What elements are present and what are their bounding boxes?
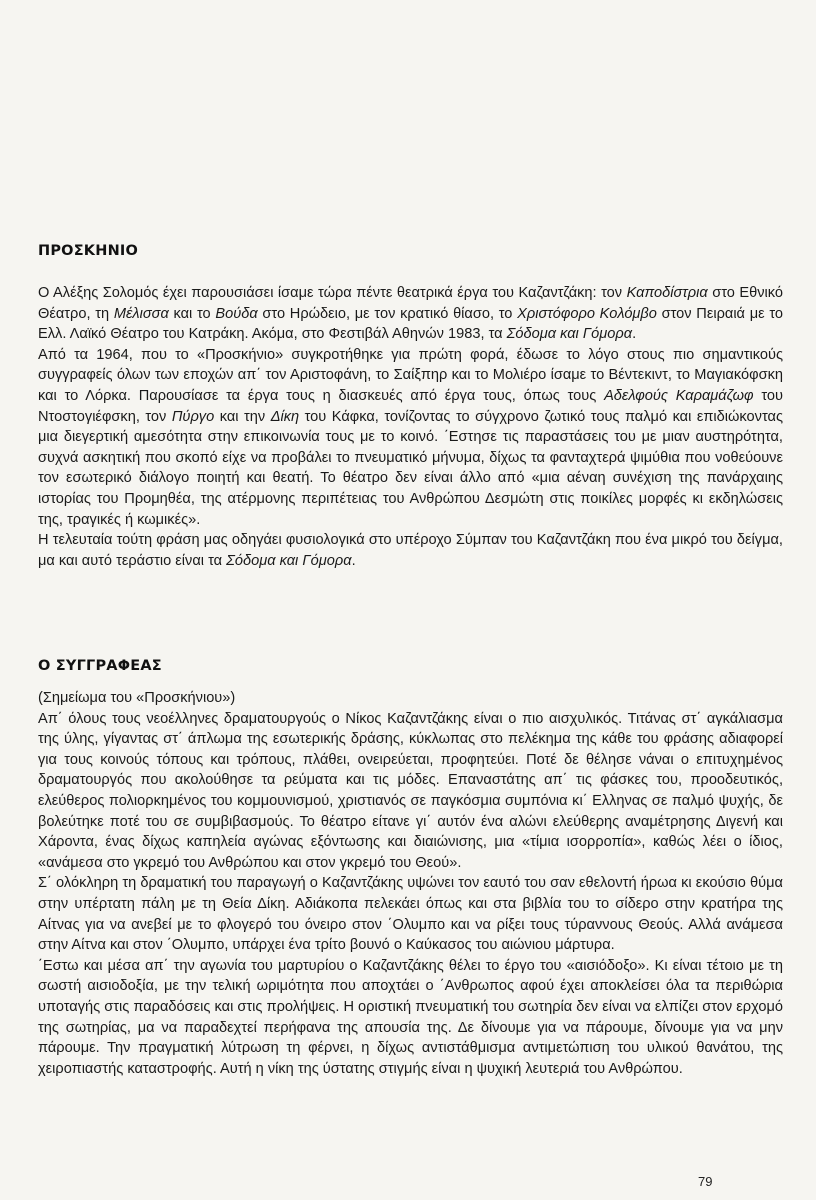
italic-text: Σόδομα και Γόμορα [506, 326, 633, 343]
italic-text: Δίκη [270, 408, 300, 425]
page-number: 79 [698, 1174, 713, 1189]
text-run: στο Εθνικό Θέατρο, τη [38, 285, 783, 322]
italic-text: Καποδίστρια [626, 285, 708, 301]
italic-text: Βούδα [215, 305, 258, 322]
italic-text: Αδελφούς Καραμάζωφ [604, 387, 754, 404]
section-syggrafeas [38, 658, 783, 674]
section-syggrafeas-body [38, 688, 783, 1079]
text-run: στον Πειραιά με το Ελλ. Λαϊκό Θέατρο του Κατράκη. Ακόμα, στο Φεστιβάλ Αθηνών 1983, τα [38, 305, 783, 343]
text-run: του Κάφκα, τονίζοντας το σύγχρονο ζωτικό τους παλμό και επιδιώκοντας μια διεγερτική αμεσότητα στην επικοινωνία τους με το κοινό. ΄Εστησε τις παραστάσεις του με μιαν αυστηρότητα, συχνά ασκητική που σκοπό είχε να προβάλει το πνευματικό μήνυμα, δίχως τα φανταχτερά ψιμύθια που νοθεύουνε τον εσωτερικό διάλογο ποιητή και θεατή. Το θέατρο δεν είναι άλλο από «μια αέναη συνέχιση της πανάρχαιης ιστορίας του Προμηθέα, της ατέρμονης περιπέτειας του Ανθρώπου Δεσμώτη στις ποικίλες μορφές κι εκδηλώσεις της, τραγικές ή κωμικές». [38, 408, 783, 528]
section-proskinio [38, 243, 783, 259]
text-run: του Ντοστογιέφσκη, τον [38, 387, 783, 425]
text-run: ΄Εστω και μέσα απ΄ την αγωνία του μαρτυρίου ο Καζαντζάκης θέλει το έργο του «αισιόδοξο». Κι είναι τέτοιο με τη σωστή αισιοδοξία, με την τελική ωριμότητα που αποχτάει ο ΄Ανθρωπος αφού έχει αποκλείσει όλα τα περιθώρια υποταγής στις παραδόσεις και στις προλήψεις. Η οριστική πνευματική του σωτηρία δεν είναι να ελπίζει στον ερχομό της σωτηρίας, μα να παραδεχτεί περήφανα της απουσία της. Δε δίνουμε για να πάρουμε, δίνουμε για να μην πάρουμε. Την πραγματική λύτρωση τη φέρνει, η δίχως αντιστάθμισμα αντιμετώπιση του υλικού θανάτου, της χειροπιαστής καταστροφής. Αυτή η νίκη της ύστατης στιγμής είναι η ψυχική λευτεριά του Ανθρώπου. [38, 957, 783, 1077]
text-run: Από τα 1964, που το «Προσκήνιο» συγκροτήθηκε για πρώτη φορά, έδωσε το λόγο στους πιο σημαντικούς συγγραφείς όλων των εποχών απ΄ τον Αριστοφάνη, το Σαίξπηρ και το Μολιέρο ίσαμε το Βέντεκιντ, το Μαγιακόφσκη και το Λόρκα. Παρουσίασε τα έργα τους η διασκευές από έργα τους, όπως τους [38, 346, 783, 404]
text-run: στο Ηρώδειο, με τον κρατικό θίασο, το [257, 305, 518, 322]
paragraph [38, 283, 783, 345]
text-run: Η τελευταία τούτη φράση μας οδηγάει φυσιολογικά στο υπέροχο Σύμπαν του Καζαντζάκη που ένα μικρό του δείγμα, μα και αυτό τεράστιο είναι τα [38, 532, 783, 569]
paragraph [38, 956, 783, 1080]
text-run: . [632, 326, 637, 343]
paragraph [38, 530, 783, 571]
section-heading-syggrafeas: Ο ΣΥΓΓΡΑΦΕΑΣ [38, 658, 162, 674]
text-run: και την [214, 408, 271, 425]
paragraph [38, 709, 783, 874]
text-run: Ο Αλέξης Σολομός έχει παρουσιάσει ίσαμε τώρα πέντε θεατρικά έργα του Καζαντζάκη: τον [38, 285, 627, 301]
section-proskinio-body [38, 283, 783, 571]
italic-text: Πύργο [171, 408, 215, 425]
italic-text: Μέλισσα [113, 305, 169, 322]
italic-text: Σόδομα και Γόμορα [226, 552, 352, 569]
text-run: Σ΄ ολόκληρη τη δραματική του παραγωγή ο Καζαντζάκης υψώνει τον εαυτό του σαν εθελοντή ήρωα κι εκούσιο θύμα στην υπέρτατη πάλη με τη Θεία Δίκη. Αδιάκοπα πελεκάει όπως και στα βιβλία του το σίδερο στην κρατήρα της Αίτνας για να ανεβεί με το φλογερό του όνειρο στον ΄Ολυμπο και να ρίξει τους τύραννους Θεούς. Αλλά ανάμεσα στην Αίτνα και στον ΄Ολυμπο, υπάρχει ένα τρίτο βουνό ο Καύκασος του αιώνιου μάρτυρα. [38, 875, 783, 954]
italic-text: Χριστόφορο Κολόμβο [517, 305, 657, 322]
paragraph [38, 345, 783, 530]
paragraph [38, 688, 783, 709]
section-heading-proskinio: ΠΡΟΣΚΗΝΙΟ [38, 243, 139, 259]
text-run: . [351, 552, 356, 569]
paragraph [38, 873, 783, 955]
text-run: (Σημείωμα του «Προσκήνιου») [38, 690, 236, 706]
text-run: Απ΄ όλους τους νεοέλληνες δραματουργούς ο Νίκος Καζαντζάκης είναι ο πιο αισχυλικός. Τιτάνας στ΄ αγκάλιασμα της ύλης, γίγαντας στ΄ άπλωμα της εσωτερικής δράσης, κύκλωπας στο πελέκημα της κάθε του φράσης αδιαφορεί για τους κοινούς τόπους και τρόπους, πλάθει, ονειρεύεται, προφητεύει. Ποτέ δε θέλησε νάναι ο επιτυχημένος δραματουργός που ακολούθησε τα ρεύματα και τις μόδες. Επαναστάτης απ΄ τις φάσκες του, προοδευτικός, ελεύθερος πολιορκημένος του κομμουνισμού, χριστιανός σε παγκόσμια συμπόνια κι΄ Ελληνας σε παλμό ψυχής, δε βολεύτηκε ποτέ του σε συμβιβασμούς. Το θέατρο είτανε γι΄ αυτόν ένα αλώνι ελεύθερης αναμέτρησης Διγενή και Χάροντα, ένας δίχως καπηλεία αγώνας εξόντωσης και διαιώνισης, μια «τίμια ισορροπία», καθώς λέει ο ίδιος, «ανάμεσα στο γκρεμό του Ανθρώπου και στον γκρεμό του Θεού». [38, 710, 783, 871]
text-run: και το [168, 305, 216, 322]
